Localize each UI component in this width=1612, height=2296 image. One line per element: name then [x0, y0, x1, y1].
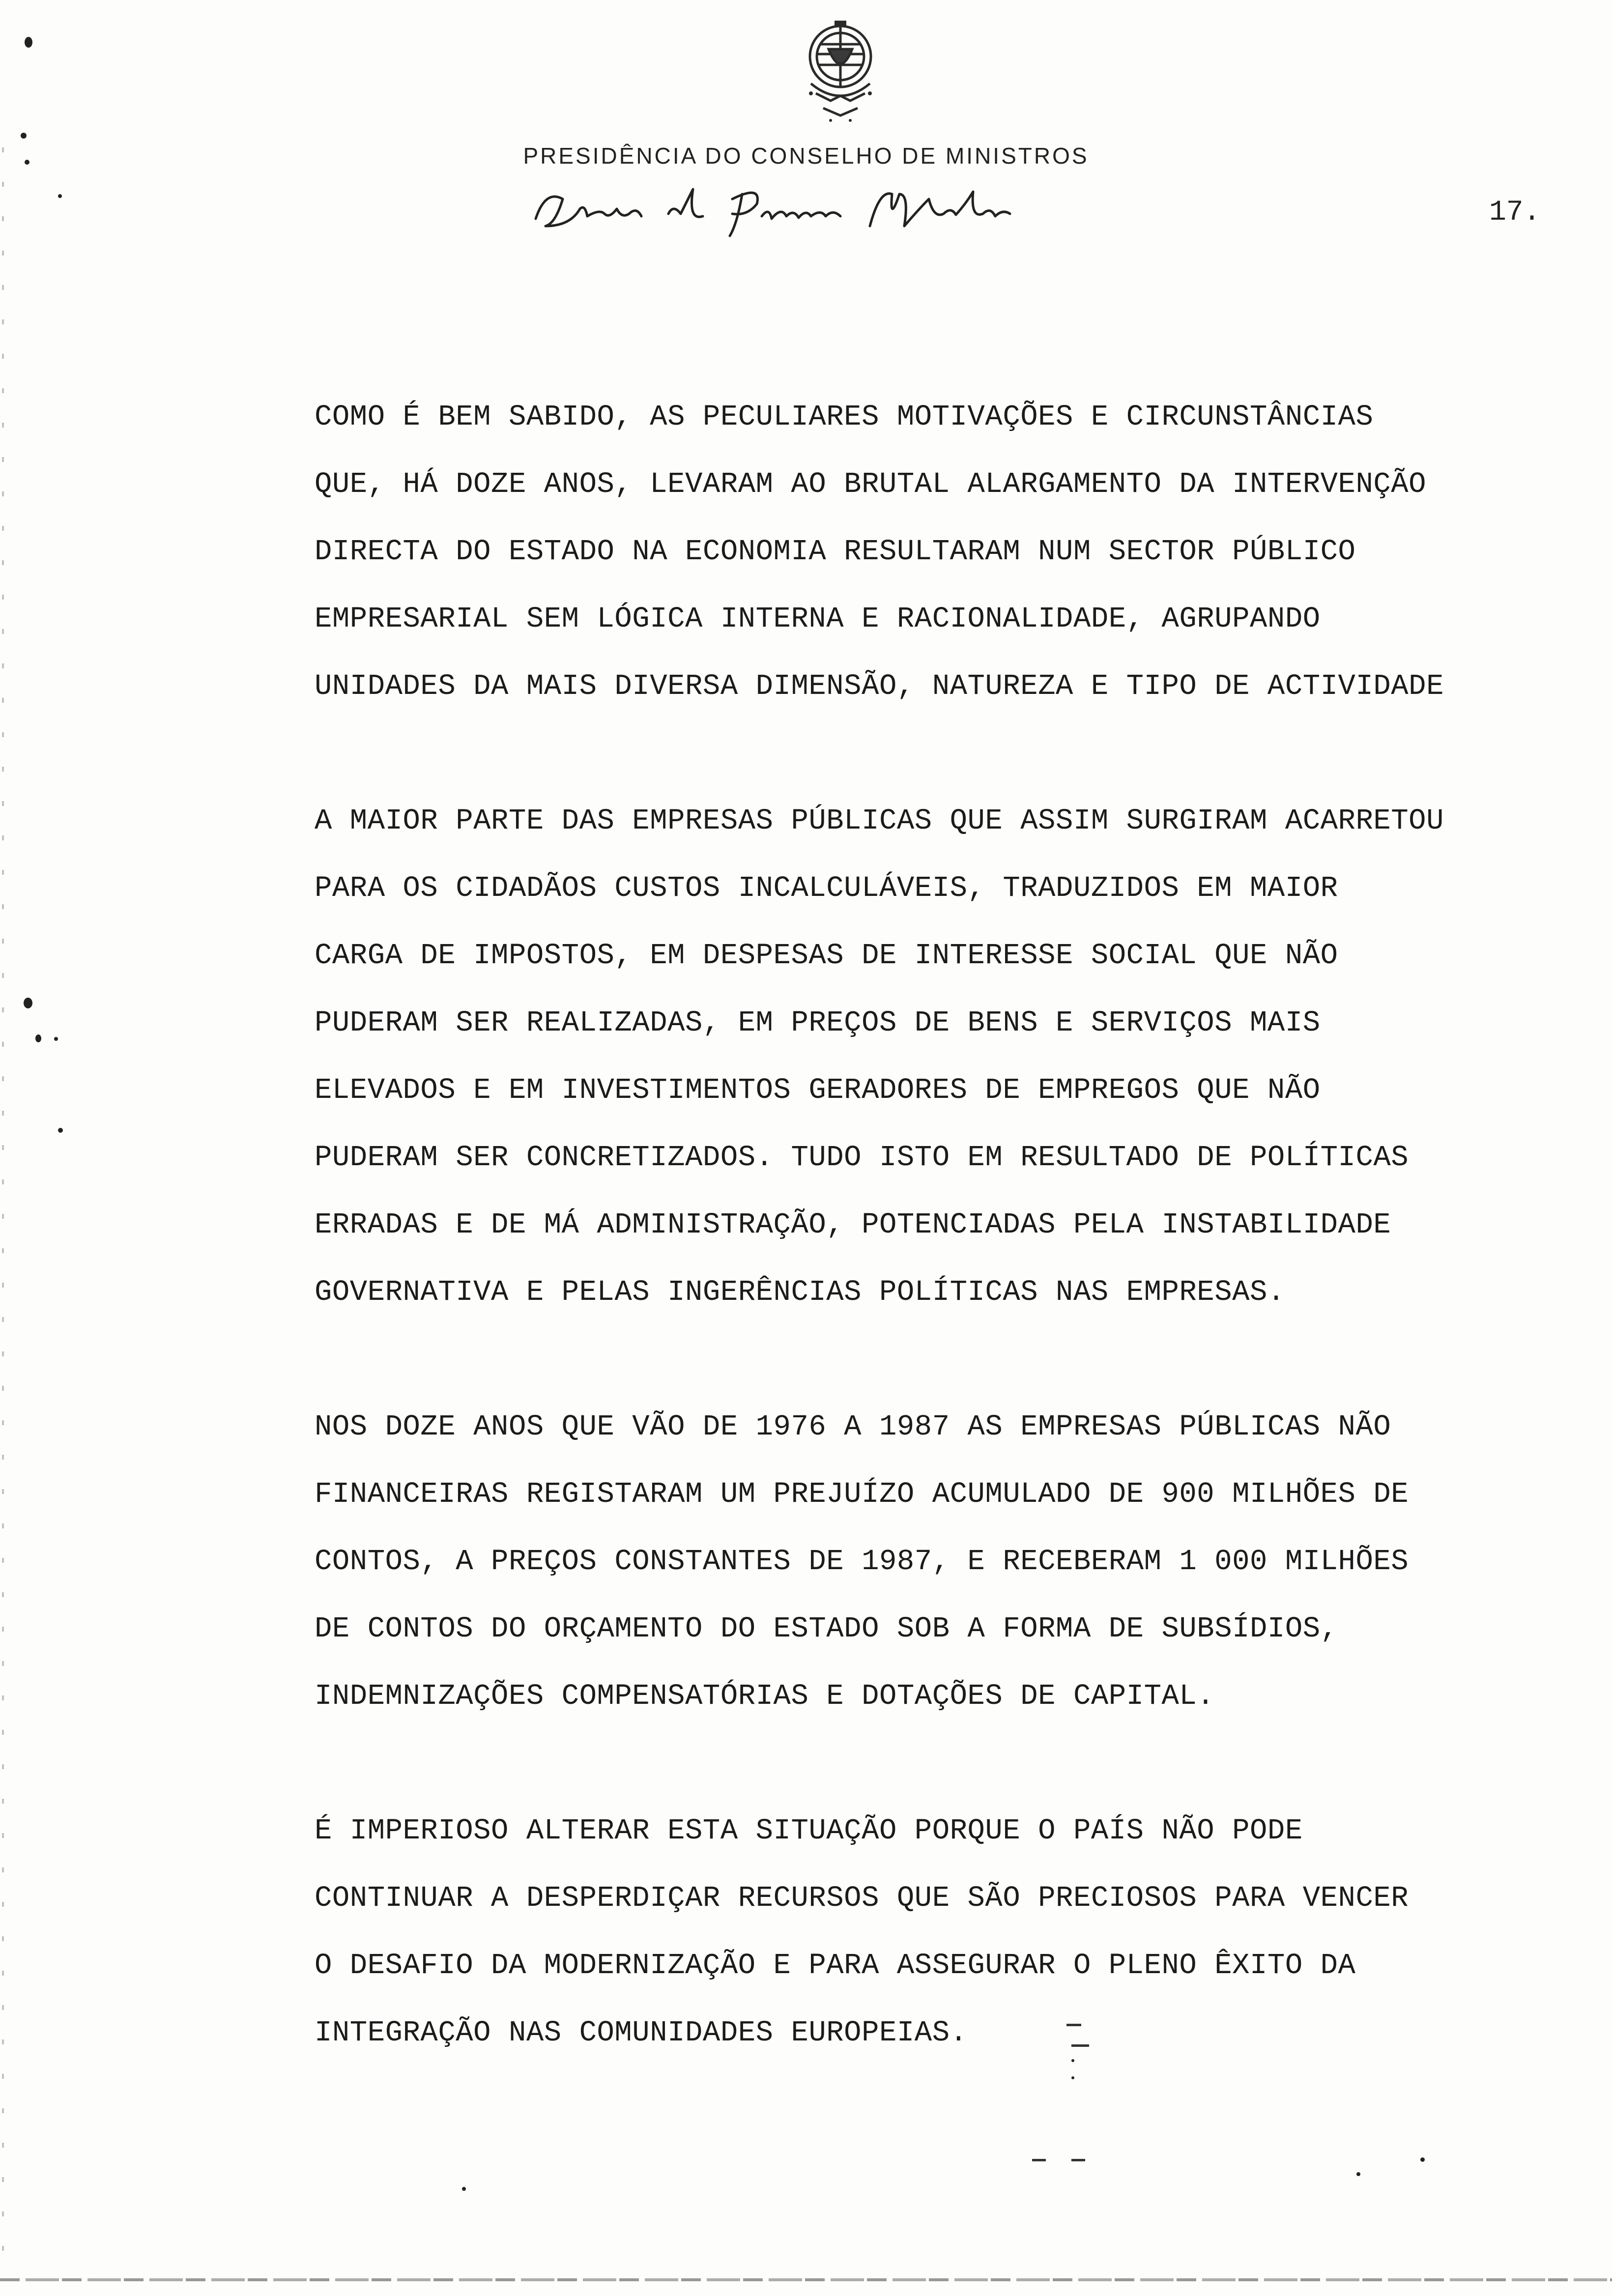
- text-line: ERRADAS E DE MÁ ADMINISTRAÇÃO, POTENCIADAS PELA INSTABILIDADE: [315, 1208, 1391, 1241]
- scan-dash: [1071, 2044, 1089, 2047]
- paragraph: [315, 787, 1602, 1326]
- text-line: EMPRESARIAL SEM LÓGICA INTERNA E RACIONALIDADE, AGRUPANDO: [315, 603, 1321, 635]
- office-title: PRESIDÊNCIA DO CONSELHO DE MINISTROS: [523, 143, 1089, 169]
- text-line: PUDERAM SER CONCRETIZADOS. TUDO ISTO EM RESULTADO DE POLÍTICAS: [315, 1141, 1409, 1174]
- scan-speck: [24, 998, 32, 1008]
- text-line: DE CONTOS DO ORÇAMENTO DO ESTADO SOB A FORMA DE SUBSÍDIOS,: [315, 1612, 1338, 1645]
- scan-dash: [1071, 2159, 1085, 2161]
- text-line: CONTOS, A PREÇOS CONSTANTES DE 1987, E RECEBERAM 1 000 MILHÕES: [315, 1545, 1409, 1578]
- office-subtitle-script: [526, 179, 1047, 243]
- text-line: NOS DOZE ANOS QUE VÃO DE 1976 A 1987 AS EMPRESAS PÚBLICAS NÃO: [315, 1410, 1391, 1443]
- text-line: ELEVADOS E EM INVESTIMENTOS GERADORES DE EMPREGOS QUE NÃO: [315, 1074, 1321, 1107]
- scan-dash: [1032, 2159, 1046, 2161]
- text-line: É IMPERIOSO ALTERAR ESTA SITUAÇÃO PORQUE O PAÍS NÃO PODE: [315, 1814, 1303, 1847]
- paragraph: [315, 1797, 1602, 2066]
- scan-speck: [35, 1034, 41, 1042]
- paragraph: [315, 1393, 1602, 1730]
- text-line: QUE, HÁ DOZE ANOS, LEVARAM AO BRUTAL ALARGAMENTO DA INTERVENÇÃO: [315, 468, 1427, 501]
- scan-dash: [1066, 2024, 1081, 2026]
- text-line: UNIDADES DA MAIS DIVERSA DIMENSÃO, NATUREZA E TIPO DE ACTIVIDADE: [315, 670, 1444, 703]
- scan-speck: [462, 2187, 466, 2191]
- text-line: O DESAFIO DA MODERNIZAÇÃO E PARA ASSEGURAR O PLENO ÊXITO DA: [315, 1949, 1356, 1982]
- scan-speck: [25, 160, 29, 165]
- scan-speck: [25, 37, 32, 48]
- paragraph: [315, 383, 1602, 720]
- scan-edge-artifact: [2, 147, 4, 2261]
- scan-speck: [54, 1037, 58, 1041]
- text-line: GOVERNATIVA E PELAS INGERÊNCIAS POLÍTICAS NAS EMPRESAS.: [315, 1276, 1285, 1309]
- text-line: A MAIOR PARTE DAS EMPRESAS PÚBLICAS QUE ASSIM SURGIRAM ACARRETOU: [315, 804, 1444, 837]
- text-line: FINANCEIRAS REGISTARAM UM PREJUÍZO ACUMULADO DE 900 MILHÕES DE: [315, 1478, 1409, 1511]
- scan-bottom-edge: [0, 2278, 1612, 2281]
- coat-of-arms-seal-icon: [781, 10, 899, 128]
- scan-speck: [1356, 2172, 1360, 2176]
- page-number: 17.: [1489, 197, 1541, 229]
- text-line: INTEGRAÇÃO NAS COMUNIDADES EUROPEIAS.: [315, 2016, 968, 2049]
- text-line: PARA OS CIDADÃOS CUSTOS INCALCULÁVEIS, TRADUZIDOS EM MAIOR: [315, 872, 1338, 905]
- scan-speck: [1420, 2157, 1425, 2162]
- scan-speck: [1071, 2076, 1074, 2079]
- scan-speck: [1071, 2059, 1074, 2062]
- scan-speck: [21, 133, 27, 139]
- scan-speck: [58, 194, 62, 198]
- text-line: DIRECTA DO ESTADO NA ECONOMIA RESULTARAM NUM SECTOR PÚBLICO: [315, 535, 1356, 568]
- text-line: COMO É BEM SABIDO, AS PECULIARES MOTIVAÇÕES E CIRCUNSTÂNCIAS: [315, 401, 1374, 433]
- text-line: INDEMNIZAÇÕES COMPENSATÓRIAS E DOTAÇÕES DE CAPITAL.: [315, 1680, 1215, 1713]
- document-body: [315, 383, 1602, 2066]
- scan-speck: [58, 1128, 63, 1133]
- text-line: CONTINUAR A DESPERDIÇAR RECURSOS QUE SÃO PRECIOSOS PARA VENCER: [315, 1882, 1409, 1915]
- text-line: PUDERAM SER REALIZADAS, EM PREÇOS DE BENS E SERVIÇOS MAIS: [315, 1006, 1321, 1039]
- text-line: CARGA DE IMPOSTOS, EM DESPESAS DE INTERESSE SOCIAL QUE NÃO: [315, 939, 1338, 972]
